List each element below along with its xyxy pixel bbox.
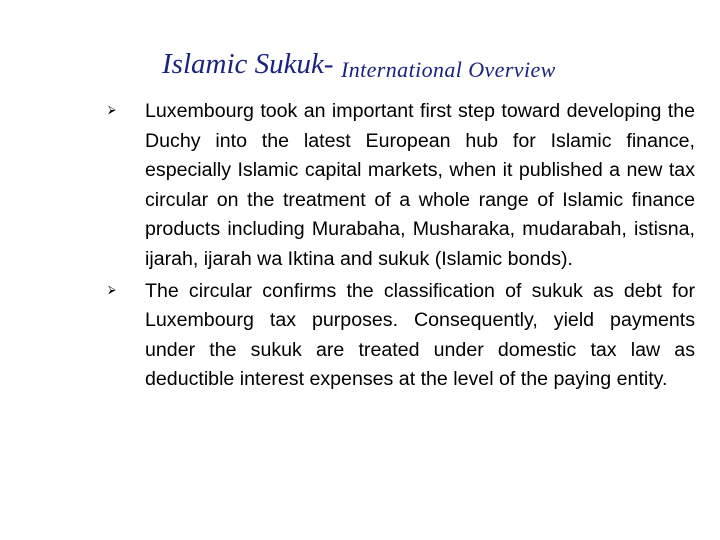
- bullet-item: [0, 277, 720, 395]
- title-main: Islamic Sukuk-: [162, 48, 334, 80]
- bullet-text: The circular confirms the classification of sukuk as debt for Luxembourg tax purposes. Consequently, yield payments under the sukuk are treated under domestic tax law as deductible interest expenses at the level of the paying entity.: [145, 279, 695, 391]
- bullet-list: [0, 97, 720, 397]
- arrowhead-bullet-icon: ⮚: [108, 282, 116, 296]
- bullet-item: [0, 97, 720, 275]
- bullet-text: Luxembourg took an important first step toward developing the Duchy into the latest European hub for Islamic finance, especially Islamic capital markets, when it published a new tax circular on the treatment of a whole range of Islamic finance products including Murabaha, Musharaka, mudarabah, istisna, ijarah, ijarah wa Iktina and sukuk (Islamic bonds).: [145, 100, 695, 270]
- title-subtitle: International Overview: [341, 57, 556, 82]
- arrowhead-bullet-icon: ⮚: [108, 103, 116, 116]
